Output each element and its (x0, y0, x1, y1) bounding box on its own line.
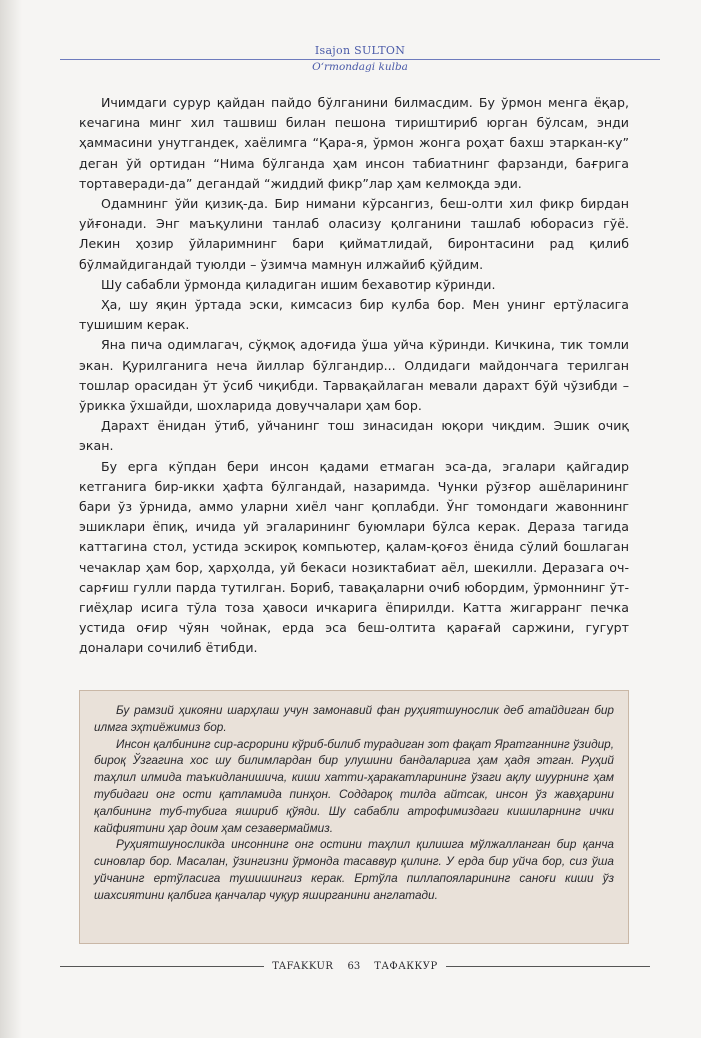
paragraph: Ичимдаги сурур қайдан пайдо бўлганини билмасдим. Бу ўрмон менга ёқар, кечагина минг хил ташвиш билан пешона тириштириб юрган бўлсам, энди ҳаммасини унутгандек, хаёлимга “Қара-я, ўрмон жонга роҳат бахш этаркан-ку” деган ўй ортидан “Нима бўлганда ҳам инсон табиатнинг фарзанди, бағрига тортаверади-да” дегандай “жиддий фикр”лар ҳам келмоқда эди. (79, 95, 629, 191)
paragraph: Одамнинг ўйи қизиқ-да. Бир нимани кўрсангиз, беш-олти хил фикр бирдан уйғонади. Энг маъқулини танлаб оласизу қолганини ташлаб юборасиз гўё. Лекин ҳозир ўйларимнинг бари қийматлидай, биронтасини рад қилиб бўлмайдигандай туюлди – ўзимча мамнун илжайиб қўйдим. (79, 196, 629, 272)
footer-label-latin: TAFAKKUR (272, 960, 334, 972)
paragraph: Дарахт ёнидан ўтиб, уйчанинг тош зинасидан юқори чиқдим. Эшик очиқ экан. (79, 418, 629, 454)
commentary-paragraph: Руҳиятшуносликда инсоннинг онг остини таҳлил қилишга мўлжалланган бир қанча синовлар бор. Масалан, ўзингизни ўрмонда тасаввур қилинг. У ерда бир уйча бор, сиз ўша уйчанинг ертўласига тушишингиз керак. Ертўла пиллапояларининг саноғи киши ўз шахсиятини қалбига қанчалар чуқур яширганини англатади. (94, 837, 614, 902)
commentary-paragraph: Инсон қалбининг сир-асрорини кўриб-билиб турадиган зот фақат Яратганнинг ўзидир, бироқ Ўзгагина хос шу билимлардан бир улушини бандаларига ҳам ҳадя этган. Руҳий таҳлил илмида таъкидланишича, киши хатти-ҳаракатларининг ўзаги ақлу шуурнинг ҳам тубидаги онг ости қатламида пинҳон. Соддароқ тилда айтсак, инсон ўз жавҳарини қалбининг туб-тубига яшириб қўяди. Шу сабабли атрофимиздаги кишиларнинг ички кайфиятини ҳар доим ҳам сезавермаймиз. (94, 736, 614, 835)
header-author: Isajon SULTON (314, 44, 406, 57)
paragraph: Ҳа, шу яқин ўртада эски, кимсасиз бир кулба бор. Мен унинг ертўласига тушишим керак. (79, 297, 629, 333)
spine-shadow (0, 0, 22, 1038)
footer-rule-left (60, 966, 264, 967)
paragraph: Шу сабабли ўрмонда қиладиган ишим бехавотир кўринди. (101, 276, 496, 292)
commentary-paragraph: Бу рамзий ҳикояни шарҳлаш учун замонавий фан руҳиятшунослик деб атайдиган бир илмга эҳтиёжимиз бор. (94, 703, 614, 734)
article-body (79, 93, 629, 659)
footer-rule-right (446, 966, 650, 967)
commentary-box (79, 690, 629, 944)
footer-label-cyrillic: ТАФАККУР (374, 960, 438, 972)
page-number: 63 (347, 960, 361, 972)
paragraph: Бу ерга кўпдан бери инсон қадами етмаган эса-да, эгалари қайгадир кетганига бир-икки ҳафта бўлгандай, назаримда. Чунки рўзғор ашёларининг бари ўз ўрнида, аммо уларни хиёл чанг қоплабди. Ўнг томондаги жавоннинг эшиклари ёпиқ, ичида уй эгаларининг буюмлари бўлса керак. Дераза тагида каттагина стол, устида эскироқ компьютер, қалам-қоғоз ёнида сўлий бошлаган чечаклар ҳам бор, ҳарҳолда, уй бекаси нозиктабиат аёл, шекилли. Деразага оч-сарғиш гулли парда тутилган. Бориб, тавақаларни очиб юбордим, ўрмоннинг ўт-гиёҳлар исига тўла тоза ҳавоси ичкарига ёпирилди. Катта жигарранг печка устида оғир чўян чойнак, ерда эса беш-олтита қарағай саржини, гугурт доналари сочилиб ётибди. (79, 458, 629, 656)
running-header (60, 44, 660, 74)
paragraph: Яна пича одимлагач, сўқмоқ адоғида ўша уйча кўринди. Кичкина, тик томли экан. Қурилганига неча йиллар бўлгандир... Олдидаги майдончага терилган тошлар орасидан ўт ўсиб чиқибди. Тарвақайлаган мевали дарахт бўй чўзибди – ўрикка ўхшайди, шохларида довуччалари ҳам бор. (79, 337, 629, 414)
running-footer (60, 958, 650, 974)
header-rule (60, 59, 660, 60)
header-subtitle: O‘rmondagi kulba (312, 61, 408, 73)
